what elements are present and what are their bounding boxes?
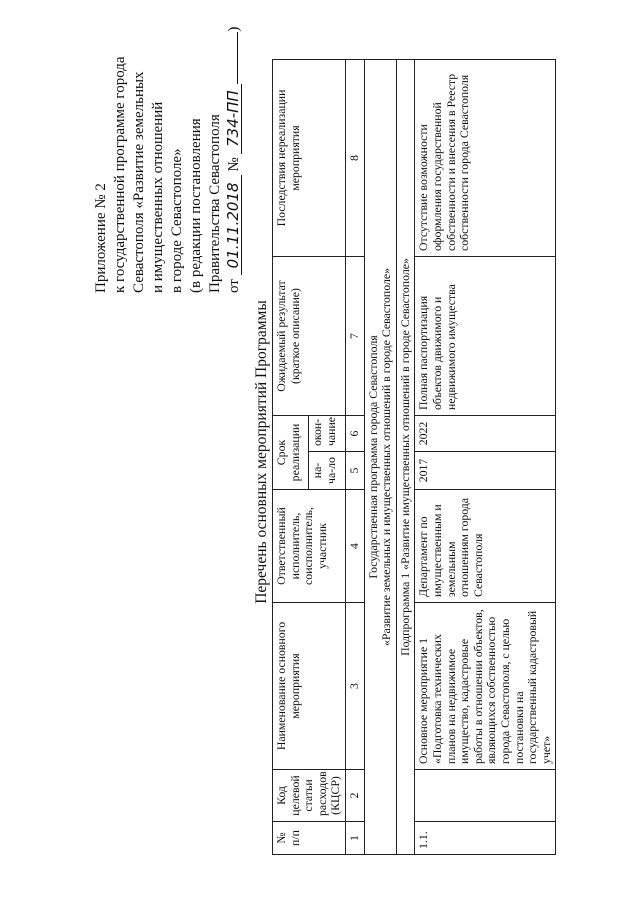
col-number: 1 [345,822,364,855]
date-prefix: от [226,279,242,293]
appendix-line: в городе Севастополе» [169,148,185,293]
header-end: окон-чание [309,416,345,452]
row-start: 2017 [415,452,556,490]
header-kcsr: Код целевой статьи расходов (КЦСР) [273,770,346,822]
handwritten-number: 734-ПП [225,84,242,154]
col-number: 8 [345,60,364,257]
row-consequences: Отсутствие возможности оформления государственной собственности и внесения в Реестр собственности города Севастополя [415,60,556,257]
appendix-line: и имущественных отношений [150,101,166,293]
program-line: «Развитие земельных и имущественных отношений в городе Севастополе» [379,268,394,646]
program-row [364,60,396,855]
row-kcsr [415,770,556,822]
number-underline [237,32,238,84]
program-line: Государственная программа города Севастополя [365,335,380,579]
appendix-title: Приложение № 2 [93,183,109,293]
col-number: 2 [345,770,364,822]
row-end: 2022 [415,416,556,452]
header-period: Срок реализации [273,416,309,490]
row-num: 1.1. [415,822,556,855]
column-number-row [345,60,364,855]
row-name: Основное мероприятие 1 «Подготовка технических планов на недвижимое имущество, кадастровые работы в отношении объектов, являющихся собственностью города Севастополя, с целью постановки на государственный кадастровый учет» [415,603,556,770]
appendix-line: к государственной программе города [112,56,128,293]
row-responsible: Департамент по имущественным и земельным отношениям города Севастополя [415,490,556,603]
header-start: на-ча-ло [309,452,345,490]
closing-paren: ) [226,26,242,32]
header-row [273,60,309,855]
header-consequences: Последствия нереализации мероприятия [273,60,346,257]
col-number: 6 [345,416,364,452]
number-prefix: № [226,157,242,172]
subprogram-row [396,60,415,855]
document-title: Перечень основных мероприятий Программы [253,300,270,604]
header-name: Наименование основного мероприятия [273,603,346,770]
activities-table [272,59,556,855]
appendix-header [92,28,244,293]
program-title [364,60,396,855]
header-result: Ожидаемый результат (краткое описание) [273,257,346,416]
col-number: 5 [345,452,364,490]
table-row [415,60,556,855]
appendix-date-line [225,28,244,293]
header-responsible: Ответственный исполнитель, соисполнитель, участник [273,490,346,603]
handwritten-date: 01.11.2018 [225,175,242,275]
appendix-line: (в редакции постановления [188,118,204,293]
appendix-line: Севастополя «Развитие земельных [131,71,147,293]
col-number: 4 [345,490,364,603]
subprogram-title: Подпрограмма 1 «Развитие имущественных отношений в городе Севастополе» [396,60,415,855]
header-num: № п/п [273,822,346,855]
col-number: 7 [345,257,364,416]
row-result: Полная паспортизация объектов движимого и недвижимого имущества [415,257,556,416]
appendix-line: Правительства Севастополя [207,114,223,293]
col-number: 3 [345,603,364,770]
